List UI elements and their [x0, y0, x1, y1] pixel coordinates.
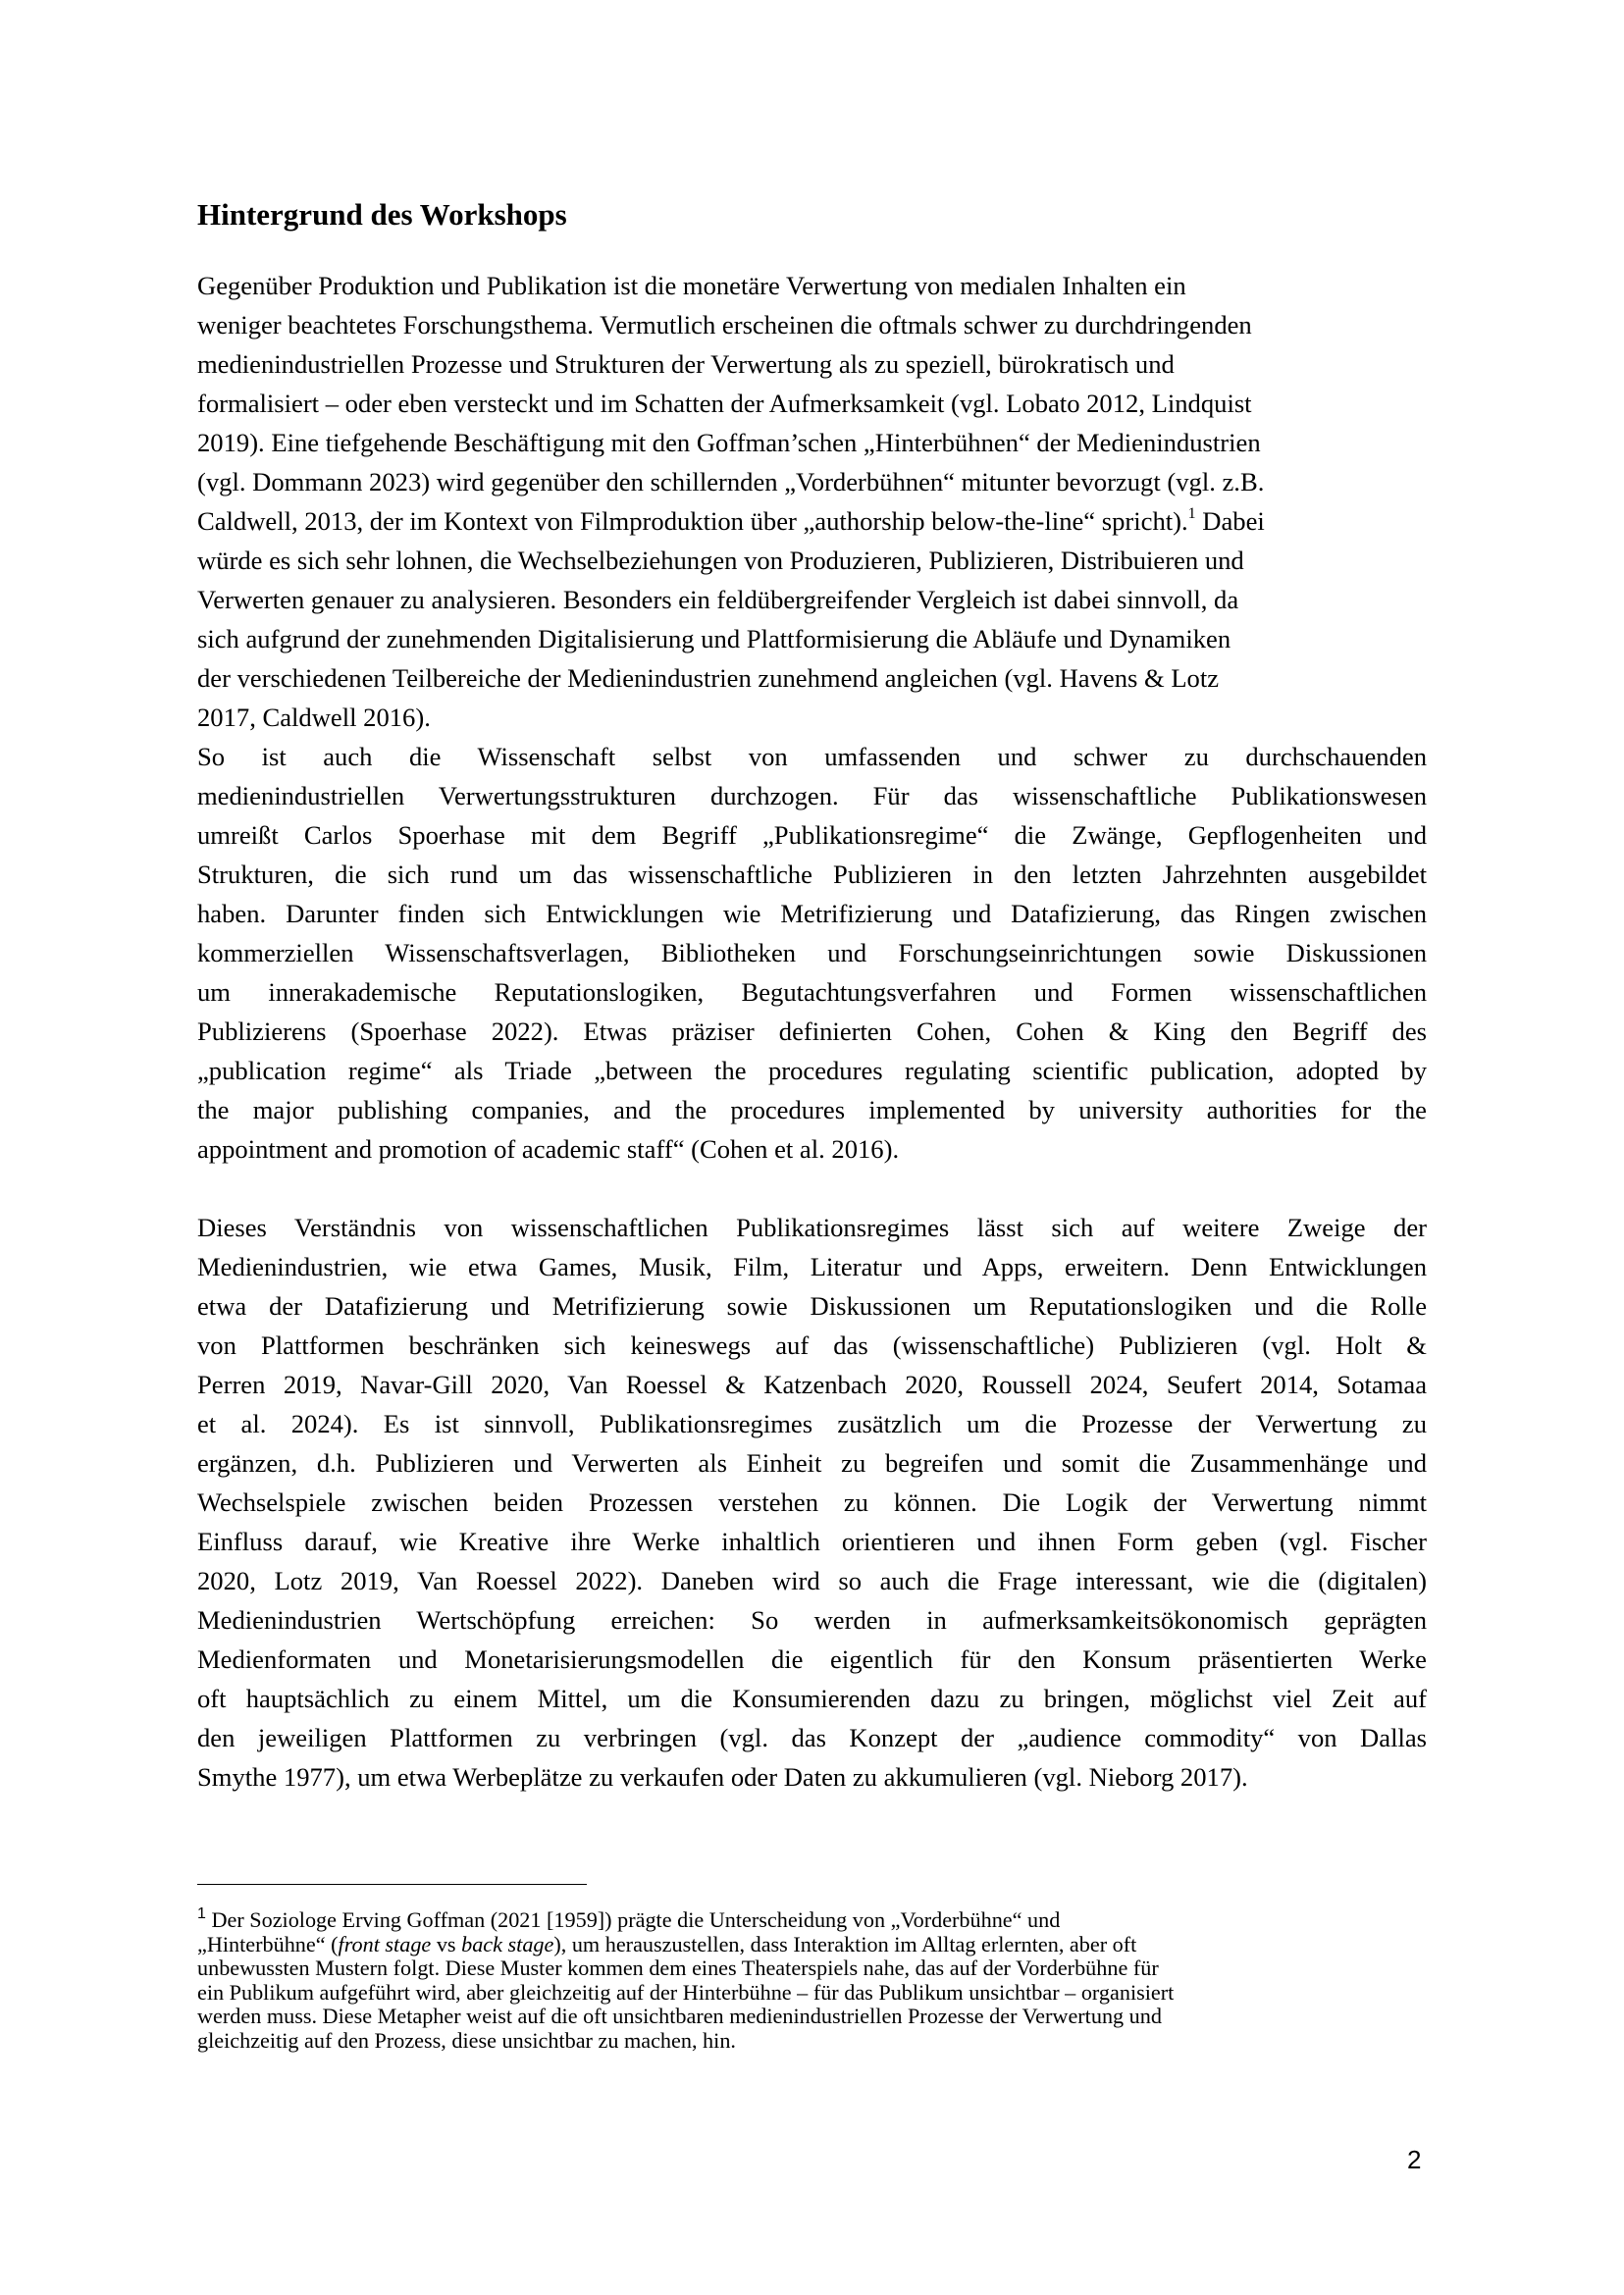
- text-line: [197, 501, 1427, 541]
- text-line: [197, 737, 1427, 776]
- text-line: [197, 815, 1427, 855]
- line-text: formalisiert – oder eben versteckt und im Schatten der Aufmerksamkeit (vgl. Lobato 2012, Lindquist: [197, 389, 1252, 418]
- line-text: Dieses Verständnis von wissenschaftlichen Publikationsregimes lässt sich auf weitere Zweige der: [197, 1213, 1427, 1242]
- footnote-marker: 1: [197, 1905, 206, 1922]
- text-line: [197, 1522, 1427, 1561]
- text-line: [197, 855, 1427, 894]
- footnote-emphasis: front stage: [338, 1931, 432, 1956]
- line-text: sich aufgrund der zunehmenden Digitalisierung und Plattformisierung die Abläufe und Dynamiken: [197, 624, 1231, 653]
- footnote-line: [197, 1905, 1427, 1933]
- text-line: [197, 423, 1427, 462]
- line-text: der verschiedenen Teilbereiche der Medienindustrien zunehmend angleichen (vgl. Havens & Lotz: [197, 663, 1220, 693]
- footnote-line: ein Publikum aufgeführt wird, aber gleichzeitig auf der Hinterbühne – für das Publikum unsichtbar – organisiert: [197, 1979, 1175, 2005]
- line-text: weniger beachtetes Forschungsthema. Vermutlich erscheinen die oftmals schwer zu durchdringenden: [197, 310, 1252, 339]
- text-line: [197, 1640, 1427, 1679]
- footnote-line: werden muss. Diese Metapher weist auf die oft unsichtbaren medienindustriellen Prozesse der Verwertung und: [197, 2004, 1162, 2029]
- text-line: [197, 658, 1427, 698]
- text-line: [197, 541, 1427, 580]
- line-text: Verwerten genauer zu analysieren. Besonders ein feldübergreifender Vergleich ist dabei sinnvoll, da: [197, 585, 1239, 614]
- text-line: [197, 1561, 1427, 1600]
- text-line: [197, 344, 1427, 384]
- line-text: den jeweiligen Plattformen zu verbringen (vgl. das Konzept der „audience commodity“ von Dallas: [197, 1723, 1427, 1752]
- text-line: [197, 619, 1427, 658]
- text-line: [197, 1129, 1427, 1169]
- line-text: Strukturen, die sich rund um das wissenschaftliche Publizieren in den letzten Jahrzehnten ausgebildet: [197, 860, 1427, 889]
- text-line: [197, 462, 1427, 501]
- paragraph-2: [197, 737, 1427, 1169]
- text-line: [197, 894, 1427, 933]
- line-text: Gegenüber Produktion und Publikation ist die monetäre Verwertung von medialen Inhalten ein: [197, 271, 1186, 300]
- line-text: haben. Darunter finden sich Entwicklungen wie Metrifizierung und Datafizierung, das Ringen zwischen: [197, 899, 1427, 928]
- text-line: [197, 384, 1427, 423]
- text-line: [197, 1365, 1427, 1404]
- text-line: [197, 1600, 1427, 1640]
- line-text: kommerziellen Wissenschaftsverlagen, Bibliotheken und Forschungseinrichtungen sowie Diskussionen: [197, 938, 1427, 967]
- text-line: [197, 1757, 1427, 1797]
- line-text: Medienindustrien Wertschöpfung erreichen: So werden in aufmerksamkeitsökonomisch geprägten: [197, 1605, 1427, 1635]
- line-text: Caldwell, 2013, der im Kontext von Filmproduktion über „authorship below-the-line“ spricht).: [197, 506, 1188, 536]
- footnote-text: „Hinterbühne“ (: [197, 1931, 339, 1956]
- footnote-line: gleichzeitig auf den Prozess, diese unsichtbar zu machen, hin.: [197, 2027, 736, 2053]
- line-text: Smythe 1977), um etwa Werbeplätze zu verkaufen oder Daten zu akkumulieren (vgl. Nieborg 2017).: [197, 1762, 1248, 1792]
- line-text: Medienformaten und Monetarisierungsmodellen die eigentlich für den Konsum präsentierten Werke: [197, 1644, 1427, 1674]
- text-line: [197, 1443, 1427, 1483]
- footnote-line: unbewussten Mustern folgt. Diese Muster kommen dem eines Theaterspiels nahe, das auf der Vorderbühne für: [197, 1956, 1159, 1981]
- paragraph-3: [197, 1208, 1427, 1797]
- line-text: Perren 2019, Navar-Gill 2020, Van Roessel & Katzenbach 2020, Roussell 2024, Seufert 2014, Sotamaa: [197, 1370, 1427, 1399]
- line-text: appointment and promotion of academic staff“ (Cohen et al. 2016).: [197, 1134, 900, 1164]
- footnote-separator: [197, 1884, 587, 1885]
- line-text: um innerakademische Reputationslogiken, Begutachtungsverfahren und Formen wissenschaftlichen: [197, 977, 1427, 1007]
- line-text: 2019). Eine tiefgehende Beschäftigung mit den Goffman’schen „Hinterbühnen“ der Medienindustrien: [197, 428, 1261, 457]
- line-text: von Plattformen beschränken sich keineswegs auf das (wissenschaftliche) Publizieren (vgl. Holt &: [197, 1330, 1427, 1360]
- line-text: Einfluss darauf, wie Kreative ihre Werke inhaltlich orientieren und ihnen Form geben (vgl. Fischer: [197, 1527, 1427, 1556]
- footnote: [197, 1905, 1427, 2054]
- text-line: [197, 305, 1427, 344]
- line-text: medienindustriellen Prozesse und Strukturen der Verwertung als zu speziell, bürokratisch und: [197, 349, 1175, 379]
- footnote-text: vs: [431, 1931, 462, 1956]
- line-text: the major publishing companies, and the procedures implemented by university authorities for the: [197, 1095, 1427, 1124]
- footnote-reference[interactable]: 1: [1187, 505, 1196, 522]
- line-text: Medienindustrien, wie etwa Games, Musik, Film, Literatur und Apps, erweitern. Denn Entwicklungen: [197, 1252, 1427, 1281]
- text-line: [197, 1404, 1427, 1443]
- line-text: Wechselspiele zwischen beiden Prozessen verstehen zu können. Die Logik der Verwertung nimmt: [197, 1487, 1427, 1517]
- text-line: [197, 1679, 1427, 1718]
- line-text: ergänzen, d.h. Publizieren und Verwerten als Einheit zu begreifen und somit die Zusammenhänge und: [197, 1448, 1427, 1478]
- footnote-text: Der Soziologe Erving Goffman (2021 [1959]) prägte die Unterscheidung von „Vorderbühne“ und: [205, 1907, 1061, 1932]
- text-line: [197, 1090, 1427, 1129]
- text-line: [197, 933, 1427, 972]
- text-line: [197, 776, 1427, 815]
- line-text: 2017, Caldwell 2016).: [197, 703, 431, 732]
- footnote-emphasis: back stage: [461, 1931, 554, 1956]
- line-text: medienindustriellen Verwertungsstrukturen durchzogen. Für das wissenschaftliche Publikationswesen: [197, 781, 1427, 810]
- page-number: 2: [1407, 2145, 1422, 2174]
- line-text: umreißt Carlos Spoerhase mit dem Begriff „Publikationsregime“ die Zwänge, Gepflogenheiten und: [197, 820, 1427, 850]
- line-text: etwa der Datafizierung und Metrifizierung sowie Diskussionen um Reputationslogiken und die Rolle: [197, 1291, 1427, 1321]
- text-line: [197, 580, 1427, 619]
- line-text: 2020, Lotz 2019, Van Roessel 2022). Daneben wird so auch die Frage interessant, wie die (digitalen): [197, 1566, 1427, 1595]
- text-line: [197, 698, 1427, 737]
- footnote-text: ), um herauszustellen, dass Interaktion im Alltag erlernten, aber oft: [553, 1931, 1137, 1956]
- line-text: würde es sich sehr lohnen, die Wechselbeziehungen von Produzieren, Publizieren, Distribuieren und: [197, 546, 1244, 575]
- text-line: [197, 1326, 1427, 1365]
- text-line: [197, 1012, 1427, 1051]
- text-line: [197, 972, 1427, 1012]
- text-line: [197, 1208, 1427, 1247]
- line-text: et al. 2024). Es ist sinnvoll, Publikationsregimes zusätzlich um die Prozesse der Verwertung zu: [197, 1409, 1427, 1438]
- text-line: [197, 266, 1427, 305]
- text-line: [197, 1483, 1427, 1522]
- footnote-line: [197, 1933, 1427, 1957]
- text-line: [197, 1718, 1427, 1757]
- line-text: oft hauptsächlich zu einem Mittel, um die Konsumierenden dazu zu bringen, möglichst viel Zeit auf: [197, 1684, 1427, 1713]
- line-text: So ist auch die Wissenschaft selbst von umfassenden und schwer zu durchschauenden: [197, 742, 1427, 771]
- text-line: [197, 1051, 1427, 1090]
- paragraph-1: [197, 266, 1427, 737]
- line-text: Publizierens (Spoerhase 2022). Etwas präziser definierten Cohen, Cohen & King den Begriff des: [197, 1017, 1427, 1046]
- line-text: (vgl. Dommann 2023) wird gegenüber den schillernden „Vorderbühnen“ mitunter bevorzugt (vgl. z.B.: [197, 467, 1265, 496]
- text-line: [197, 1286, 1427, 1326]
- line-text: Dabei: [1195, 506, 1265, 536]
- section-heading: Hintergrund des Workshops: [197, 197, 567, 232]
- text-line: [197, 1247, 1427, 1286]
- line-text: „publication regime“ als Triade „between the procedures regulating scientific publication, adopted by: [197, 1056, 1427, 1085]
